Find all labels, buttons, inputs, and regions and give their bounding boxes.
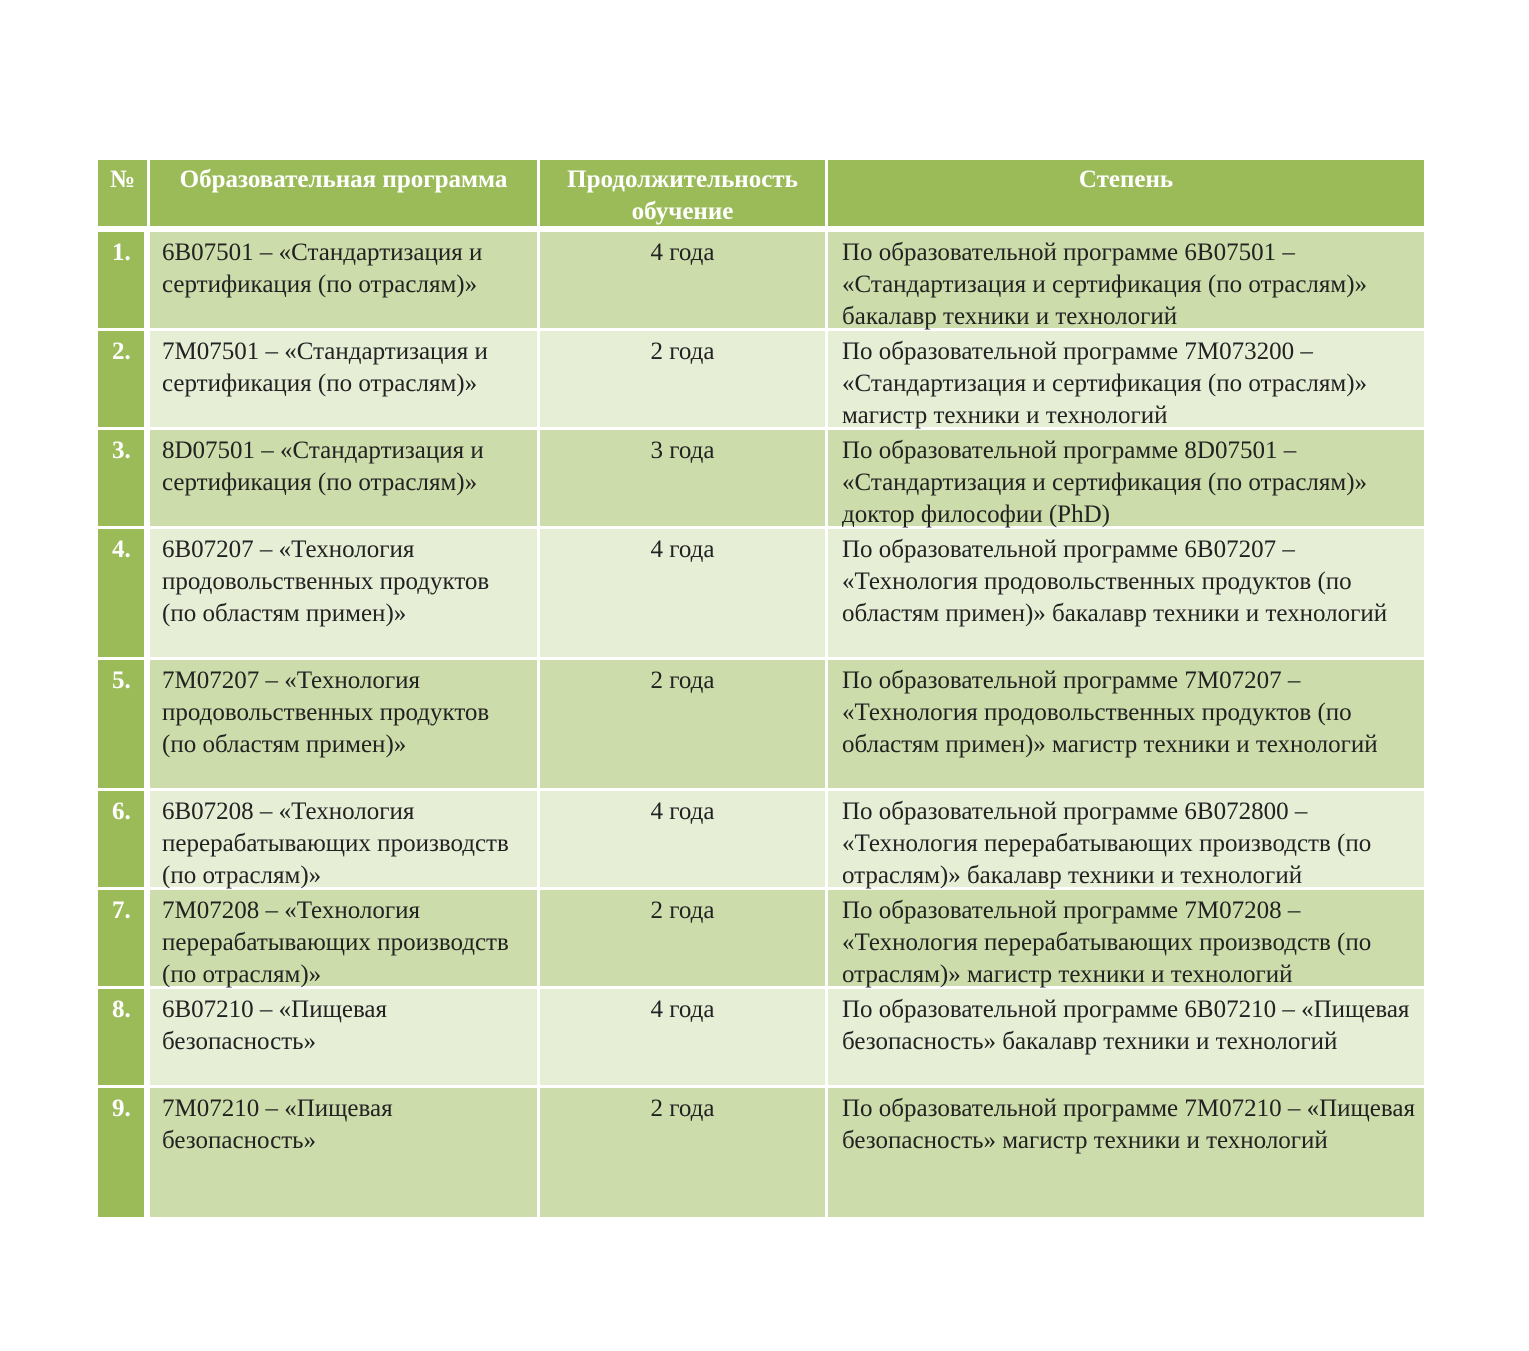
- row-degree: По образовательной программе 7М073200 – «Стандартизация и сертификация (по отраслям)» магистр техники и технологий: [828, 331, 1424, 430]
- table-row: [98, 660, 1424, 791]
- row-num: 3.: [98, 430, 150, 529]
- row-degree: По образовательной программе 6В07207 – «Технология продовольственных продуктов (по областям примен)» бакалавр техники и технологий: [828, 529, 1424, 660]
- row-degree: По образовательной программе 6В07210 – «Пищевая безопасность» бакалавр техники и технологий: [828, 989, 1424, 1088]
- header-degree: Степень: [828, 160, 1424, 232]
- table-row: [98, 791, 1424, 890]
- header-duration: Продолжительность обучение: [540, 160, 828, 232]
- row-program: 7М07501 – «Стандартизация и сертификация (по отраслям)»: [150, 331, 540, 430]
- row-duration: 4 года: [540, 529, 828, 660]
- row-num: 8.: [98, 989, 150, 1088]
- row-duration: 4 года: [540, 989, 828, 1088]
- row-duration: 3 года: [540, 430, 828, 529]
- row-num: 7.: [98, 890, 150, 989]
- table-row: [98, 232, 1424, 331]
- row-duration: 2 года: [540, 890, 828, 989]
- row-program: 7М07210 – «Пищевая безопасность»: [150, 1088, 540, 1217]
- row-program: 6В07501 – «Стандартизация и сертификация (по отраслям)»: [150, 232, 540, 331]
- programs-table: [98, 160, 1424, 1217]
- row-num: 4.: [98, 529, 150, 660]
- row-program: 7М07208 – «Технология перерабатывающих производств (по отраслям)»: [150, 890, 540, 989]
- header-program: Образовательная программа: [150, 160, 540, 232]
- row-num: 6.: [98, 791, 150, 890]
- header-num: №: [98, 160, 150, 232]
- row-degree: По образовательной программе 7М07210 – «Пищевая безопасность» магистр техники и технологий: [828, 1088, 1424, 1217]
- table-row: [98, 529, 1424, 660]
- row-num: 2.: [98, 331, 150, 430]
- row-num: 1.: [98, 232, 150, 331]
- row-num: 5.: [98, 660, 150, 791]
- row-program: 6В07210 – «Пищевая безопасность»: [150, 989, 540, 1088]
- row-program: 6В07208 – «Технология перерабатывающих производств (по отраслям)»: [150, 791, 540, 890]
- table-row: [98, 890, 1424, 989]
- row-degree: По образовательной программе 6В07501 – «Стандартизация и сертификация (по отраслям)» бакалавр техники и технологий: [828, 232, 1424, 331]
- row-duration: 4 года: [540, 232, 828, 331]
- row-program: 7М07207 – «Технология продовольственных продуктов (по областям примен)»: [150, 660, 540, 791]
- row-duration: 2 года: [540, 1088, 828, 1217]
- table-row: [98, 989, 1424, 1088]
- row-duration: 2 года: [540, 331, 828, 430]
- row-degree: По образовательной программе 8D07501 – «Стандартизация и сертификация (по отраслям)» доктор философии (PhD): [828, 430, 1424, 529]
- row-degree: По образовательной программе 6В072800 – «Технология перерабатывающих производств (по отраслям)» бакалавр техники и технологий: [828, 791, 1424, 890]
- table-row: [98, 1088, 1424, 1217]
- row-num: 9.: [98, 1088, 150, 1217]
- table-row: [98, 331, 1424, 430]
- row-duration: 2 года: [540, 660, 828, 791]
- row-duration: 4 года: [540, 791, 828, 890]
- row-degree: По образовательной программе 7М07207 – «Технология продовольственных продуктов (по областям примен)» магистр техники и технологий: [828, 660, 1424, 791]
- row-program: 8D07501 – «Стандартизация и сертификация (по отраслям)»: [150, 430, 540, 529]
- table-header: [98, 160, 1424, 232]
- row-program: 6В07207 – «Технология продовольственных продуктов (по областям примен)»: [150, 529, 540, 660]
- table-row: [98, 430, 1424, 529]
- row-degree: По образовательной программе 7М07208 – «Технология перерабатывающих производств (по отраслям)» магистр техники и технологий: [828, 890, 1424, 989]
